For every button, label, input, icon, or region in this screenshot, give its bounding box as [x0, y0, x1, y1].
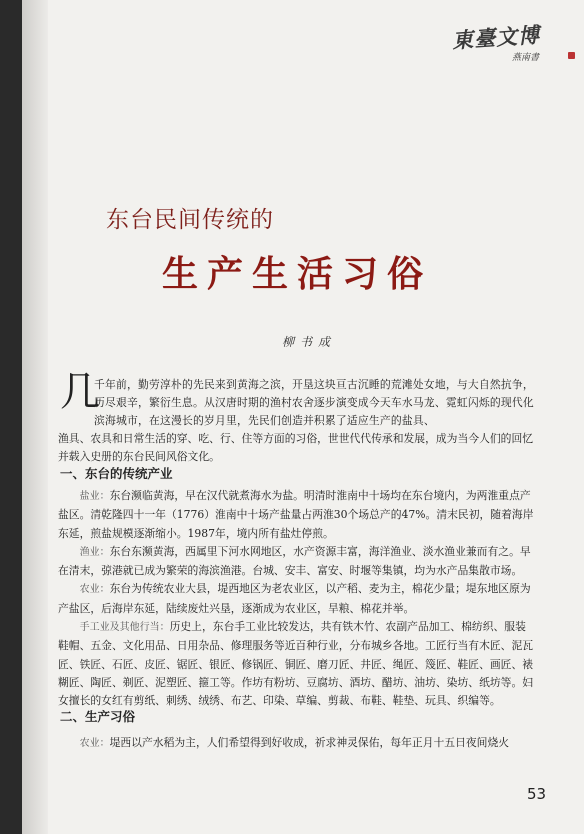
article-title: 生产生活习俗 — [162, 254, 433, 295]
paragraph-label: 农业： — [79, 584, 110, 596]
document-page — [22, 0, 584, 834]
paragraph-handicraft — [58, 618, 536, 710]
lead-paragraph-continued: 渔具、农具和日常生活的穿、吃、行、住等方面的习俗，世世代代传承和发展，成为当今人们的回忆并载入史册的东台民间风俗文化。 — [58, 432, 534, 463]
paragraph-text: 东台东濒黄海，西属里下河水网地区，水产资源丰富，海洋渔业、淡水渔业兼而有之。早在清末，弶港就已成为繁荣的海滨渔港。台城、安丰、富安、时堰等集镇，均为水产品集散市场。 — [58, 544, 531, 578]
paragraph-label: 农业： — [79, 738, 110, 749]
paragraph-text: 堤西以产水稻为主，人们希望得到好收成，祈求神灵保佑，每年正月十五日夜间烧火 — [109, 736, 510, 749]
paragraph-label: 盐业： — [79, 491, 110, 502]
column-brand: 東臺文博 — [451, 21, 541, 54]
paragraph-label: 渔业： — [79, 546, 110, 558]
paragraph-farming-custom — [58, 734, 536, 753]
article-author: 柳书成 — [282, 335, 337, 349]
paragraph-text: 东台为传统农业大县，堤西地区为老农业区，以产稻、麦为主，棉花少量；堤东地区原为产盐区，后海岸东延，陆续废灶兴垦，逐渐成为农业区，旱粮、棉花并举。 — [58, 582, 531, 615]
page-number: 53 — [527, 785, 547, 803]
section-heading-1: 一、东台的传统产业 — [60, 466, 173, 481]
paragraph-text: 东台濒临黄海，早在汉代就煮海水为盐。明清时淮南中十场均在东台境内，为两淮重点产盐区。清乾隆四十一年（1776）淮南中十场产盐量占两淮30个场总产的47%。清末民初，随着海岸东延，煎盐规模逐渐缩小。1987年，境内所有盐灶停煎。 — [58, 489, 534, 540]
paragraph-label: 手工业及其他行当： — [79, 622, 170, 634]
calligrapher-signature: 燕南書 — [512, 53, 540, 63]
seal-stamp — [568, 52, 575, 59]
lead-paragraph: 千年前，勤劳淳朴的先民来到黄海之滨，开垦这块亘古沉睡的荒滩处女地，与大自然抗争，历尽艰辛，繁衍生息。从汉唐时期的渔村农舍逐步演变成今天车水马龙、霓虹闪烁的现代化滨海城市，在这漫长的岁月里，先民们创造并积累了适应生产的盐具、 — [94, 378, 534, 427]
section-2-body — [58, 734, 536, 753]
paragraph-text: 历史上，东台手工业比较发达，共有铁木竹、农副产品加工、棉纺织、服装鞋帽、五金、文化用品、日用杂品、修理服务等近百种行业，分布城乡各地。工匠行当有木匠、泥瓦匠、铁匠、石匠、皮匠、锯匠、银匠、修锅匠、铜匠、磨刀匠、井匠、绳匠、篾匠、鞋匠、画匠、裱糊匠、陶匠、剃匠、泥塑匠、箍工等。作坊有粉坊、豆腐坊、酒坊、醋坊、油坊、染坊、纸坊等。妇女擅长的女红有剪纸、刺绣、绒绣、布艺、印染、草编、剪裁、布鞋、鞋垫、玩具、织编等。 — [58, 620, 534, 708]
section-heading-2: 二、生产习俗 — [60, 709, 136, 724]
page-gutter — [22, 0, 48, 834]
paragraph-agriculture — [58, 580, 536, 618]
paragraph-salt — [58, 487, 536, 543]
article-kicker: 东台民间传统的 — [106, 207, 274, 233]
drop-cap: 几 — [60, 369, 100, 415]
paragraph-fishery — [58, 543, 536, 581]
section-1-body — [58, 487, 536, 711]
